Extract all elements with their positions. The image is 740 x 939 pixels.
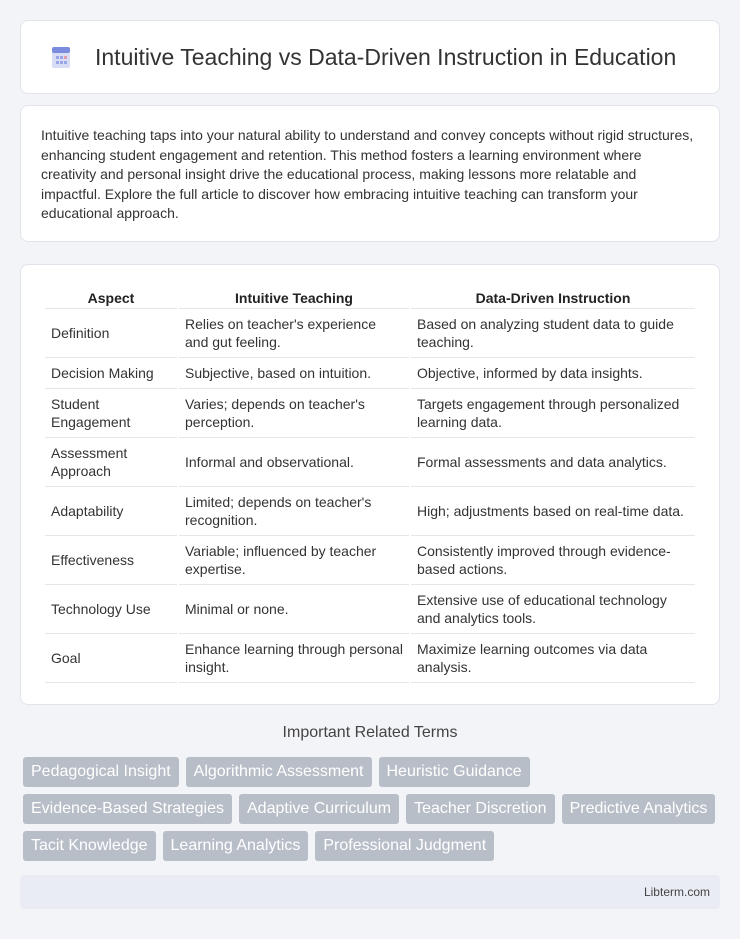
- data-driven-cell: Extensive use of educational technology and analytics tools.: [411, 585, 695, 634]
- intuitive-cell: Minimal or none.: [179, 585, 409, 634]
- comparison-table-card: [20, 264, 720, 705]
- tag-row: [23, 831, 723, 861]
- tag-teacher-discretion[interactable]: Teacher Discretion: [406, 794, 555, 824]
- intro-card: [20, 105, 720, 242]
- intuitive-cell: Enhance learning through personal insight.: [179, 634, 409, 683]
- aspect-cell: Goal: [45, 634, 177, 683]
- aspect-cell: Student Engagement: [45, 389, 177, 438]
- tag-learning-analytics[interactable]: Learning Analytics: [163, 831, 309, 861]
- tag-professional-judgment[interactable]: Professional Judgment: [315, 831, 494, 861]
- document-icon: [47, 43, 75, 71]
- intuitive-cell: Relies on teacher's experience and gut feeling.: [179, 309, 409, 358]
- page-title: Intuitive Teaching vs Data-Driven Instruction in Education: [95, 43, 677, 70]
- data-driven-cell: Consistently improved through evidence-based actions.: [411, 536, 695, 585]
- intuitive-cell: Subjective, based on intuition.: [179, 358, 409, 389]
- aspect-cell: Decision Making: [45, 358, 177, 389]
- aspect-cell: Definition: [45, 309, 177, 358]
- column-header-intuitive: Intuitive Teaching: [179, 285, 409, 309]
- related-terms-list: [23, 757, 723, 868]
- table-row: [45, 358, 695, 389]
- aspect-cell: Technology Use: [45, 585, 177, 634]
- data-driven-cell: Objective, informed by data insights.: [411, 358, 695, 389]
- tag-row: [23, 794, 723, 824]
- table-row: [45, 634, 695, 683]
- footer-site-link[interactable]: Libterm.com: [643, 885, 710, 899]
- column-header-data-driven: Data-Driven Instruction: [411, 285, 695, 309]
- intro-paragraph: Intuitive teaching taps into your natural ability to understand and convey concepts without rigid structures, enhancing student engagement and retention. This method fosters a learning environment where creativity and personal insight drive the educational process, making lessons more relatable and impactful. Explore the full article to discover how embracing intuitive teaching can transform your educational approach.: [41, 127, 694, 221]
- footer: [20, 875, 720, 909]
- table-row: [45, 389, 695, 438]
- data-driven-cell: High; adjustments based on real-time data.: [411, 487, 695, 536]
- aspect-cell: Assessment Approach: [45, 438, 177, 487]
- comparison-table: [43, 285, 697, 683]
- column-header-aspect: Aspect: [45, 285, 177, 309]
- intuitive-cell: Varies; depends on teacher's perception.: [179, 389, 409, 438]
- tag-evidence-based-strategies[interactable]: Evidence-Based Strategies: [23, 794, 232, 824]
- table-row: [45, 309, 695, 358]
- aspect-cell: Adaptability: [45, 487, 177, 536]
- data-driven-cell: Targets engagement through personalized learning data.: [411, 389, 695, 438]
- intuitive-cell: Variable; influenced by teacher expertise.: [179, 536, 409, 585]
- data-driven-cell: Maximize learning outcomes via data analysis.: [411, 634, 695, 683]
- table-row: [45, 585, 695, 634]
- data-driven-cell: Based on analyzing student data to guide teaching.: [411, 309, 695, 358]
- tag-tacit-knowledge[interactable]: Tacit Knowledge: [23, 831, 156, 861]
- tag-pedagogical-insight[interactable]: Pedagogical Insight: [23, 757, 179, 787]
- aspect-cell: Effectiveness: [45, 536, 177, 585]
- intuitive-cell: Informal and observational.: [179, 438, 409, 487]
- header-card: [20, 20, 720, 94]
- tag-algorithmic-assessment[interactable]: Algorithmic Assessment: [186, 757, 372, 787]
- intuitive-cell: Limited; depends on teacher's recognition.: [179, 487, 409, 536]
- table-row: [45, 438, 695, 487]
- tag-heuristic-guidance[interactable]: Heuristic Guidance: [379, 757, 530, 787]
- tag-row: [23, 757, 723, 787]
- tag-adaptive-curriculum[interactable]: Adaptive Curriculum: [239, 794, 399, 824]
- table-row: [45, 487, 695, 536]
- tag-predictive-analytics[interactable]: Predictive Analytics: [562, 794, 716, 824]
- table-header-row: [45, 285, 695, 309]
- data-driven-cell: Formal assessments and data analytics.: [411, 438, 695, 487]
- table-row: [45, 536, 695, 585]
- related-terms-title: Important Related Terms: [282, 724, 458, 741]
